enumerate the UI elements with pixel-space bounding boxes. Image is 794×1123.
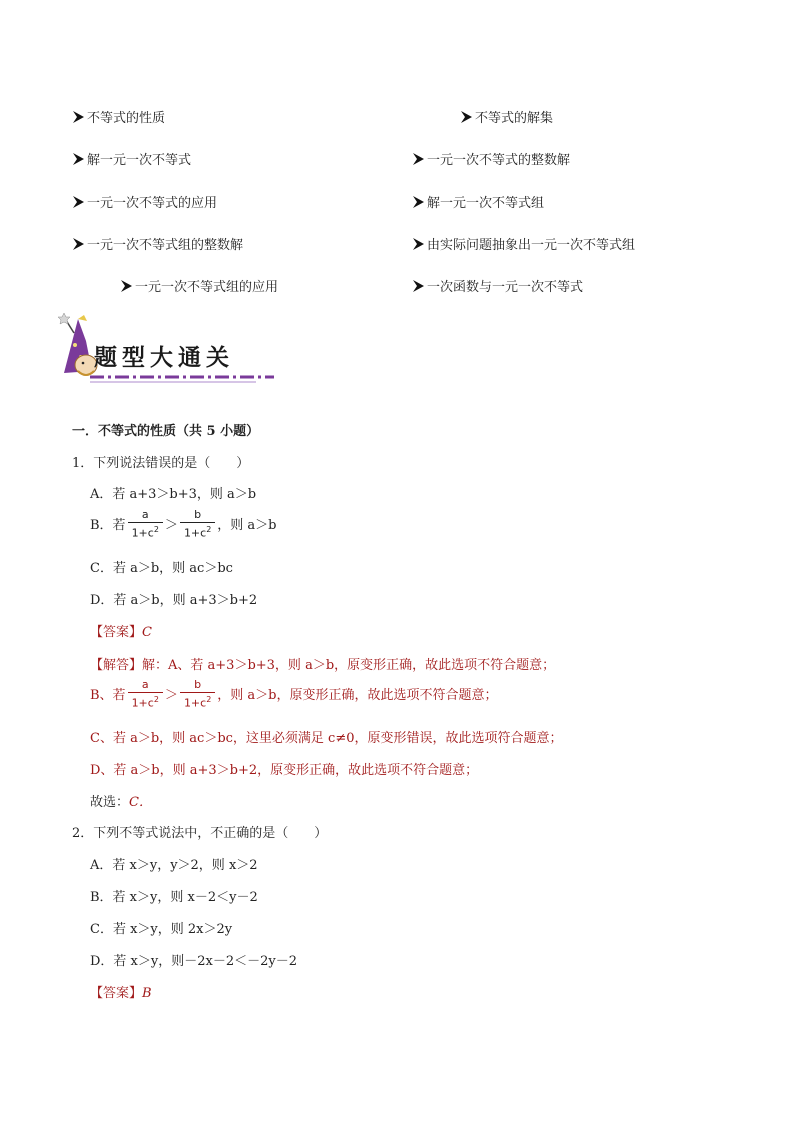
toc-label: 由实际问题抽象出一元一次不等式组 xyxy=(427,238,636,253)
fraction-denominator: $1+c^2$ xyxy=(180,522,215,539)
toc-item-4[interactable] xyxy=(412,149,570,168)
greater-than-sign: ＞ xyxy=(164,688,178,704)
fraction-numerator: b xyxy=(194,508,202,521)
option-b-prefix: B．若 xyxy=(90,518,126,534)
toc-label: 一元一次不等式组的整数解 xyxy=(87,238,244,253)
toc-label: 一元一次不等式的应用 xyxy=(87,196,218,211)
arrow-bullet-icon xyxy=(412,152,425,166)
answer-value: B xyxy=(142,986,152,1001)
question-1-option-d: D．若 a＞b，则 a+3＞b+2 xyxy=(90,593,258,608)
toc-label: 不等式的解集 xyxy=(475,111,554,126)
toc-label: 一次函数与一元一次不等式 xyxy=(427,280,584,295)
question-1-analysis-line-3: C、若 a＞b，则 ac＞bc，这里必须满足 c≠0，原变形错误，故此选项符合题意； xyxy=(90,731,563,746)
toc-label: 不等式的性质 xyxy=(87,111,166,126)
fraction-numerator: a xyxy=(141,508,149,521)
question-2-stem: 2．下列不等式说法中，不正确的是（ ） xyxy=(72,826,328,841)
analysis-suffix: ，则 a＞b，原变形正确，故此选项不符合题意； xyxy=(217,688,498,704)
fraction-denominator: $1+c^2$ xyxy=(128,522,163,539)
question-1-option-a: A．若 a+3＞b+3，则 a＞b xyxy=(90,487,257,502)
toc-label: 解一元一次不等式 xyxy=(87,153,192,168)
toc-item-5[interactable] xyxy=(72,192,217,211)
question-2-answer xyxy=(90,982,152,1001)
toc-item-2[interactable] xyxy=(460,107,553,126)
conclusion-value: C． xyxy=(129,795,152,810)
fraction-b xyxy=(180,509,215,539)
section-heading: 一．不等式的性质（共 5 小题） xyxy=(72,424,260,439)
toc-item-7[interactable] xyxy=(72,234,243,253)
arrow-bullet-icon xyxy=(72,237,85,251)
fraction-numerator: b xyxy=(194,678,202,691)
question-2-option-b: B．若 x＞y，则 x－2＜y－2 xyxy=(90,890,258,905)
question-2-option-c: C．若 x＞y，则 2x＞2y xyxy=(90,922,233,937)
question-1-stem: 1．下列说法错误的是（ ） xyxy=(72,456,250,471)
toc-item-1[interactable] xyxy=(72,107,165,126)
fraction-a xyxy=(128,679,163,709)
question-1-answer xyxy=(90,621,152,640)
arrow-bullet-icon xyxy=(460,110,473,124)
arrow-bullet-icon xyxy=(412,237,425,251)
answer-value: C xyxy=(142,625,152,640)
toc-label: 一元一次不等式的整数解 xyxy=(427,153,571,168)
arrow-bullet-icon xyxy=(412,195,425,209)
question-1-analysis-line-4: D、若 a＞b，则 a+3＞b+2，原变形正确，故此选项不符合题意； xyxy=(90,763,479,778)
fraction-denominator: $1+c^2$ xyxy=(180,692,215,709)
fraction-b xyxy=(180,679,215,709)
answer-label: 【答案】 xyxy=(90,625,143,640)
answer-label: 【答案】 xyxy=(90,986,143,1001)
arrow-bullet-icon xyxy=(120,279,133,293)
arrow-bullet-icon xyxy=(72,195,85,209)
option-b-suffix: ，则 a＞b xyxy=(217,518,277,534)
question-1-conclusion xyxy=(90,791,152,810)
greater-than-sign: ＞ xyxy=(164,518,178,534)
analysis-label: 【解答】 xyxy=(90,658,143,673)
fraction-a xyxy=(128,509,163,539)
arrow-bullet-icon xyxy=(72,110,85,124)
analysis-prefix: B、若 xyxy=(90,688,126,704)
conclusion-prefix: 故选： xyxy=(90,795,130,810)
question-1-analysis-line-2 xyxy=(90,679,498,709)
toc-item-9[interactable] xyxy=(120,276,278,295)
toc-item-10[interactable] xyxy=(412,276,583,295)
question-2-option-d: D．若 x＞y，则－2x－2＜－2y－2 xyxy=(90,954,297,969)
arrow-bullet-icon xyxy=(72,152,85,166)
question-1-option-b xyxy=(90,509,277,539)
toc-item-8[interactable] xyxy=(412,234,635,253)
analysis-text: 解：A、若 a+3＞b+3，则 a＞b，原变形正确，故此选项不符合题意； xyxy=(142,658,556,673)
section-banner-title: 题型大通关 xyxy=(94,344,234,371)
toc-item-3[interactable] xyxy=(72,149,191,168)
toc-item-6[interactable] xyxy=(412,192,544,211)
fraction-denominator: $1+c^2$ xyxy=(128,692,163,709)
question-1-analysis-line-1 xyxy=(90,654,555,673)
toc-label: 解一元一次不等式组 xyxy=(427,196,545,211)
question-2-option-a: A．若 x＞y，y＞2，则 x＞2 xyxy=(90,858,258,873)
question-1-option-c: C．若 a＞b，则 ac＞bc xyxy=(90,561,233,576)
arrow-bullet-icon xyxy=(412,279,425,293)
fraction-numerator: a xyxy=(141,678,149,691)
toc-label: 一元一次不等式组的应用 xyxy=(135,280,279,295)
